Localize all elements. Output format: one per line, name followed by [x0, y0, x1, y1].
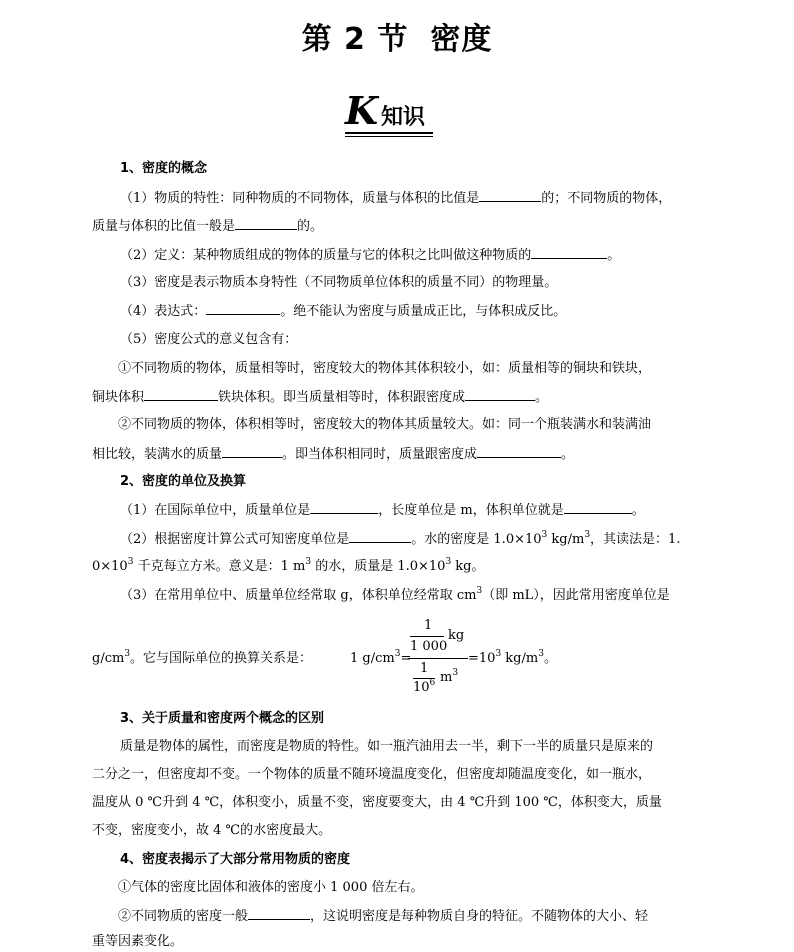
text: （2）定义：某种物质组成的物体的质量与它的体积之比叫做这种物质的: [120, 248, 532, 263]
s2-p5-line: [92, 650, 312, 668]
text: 的；不同物质的物体，: [541, 191, 672, 206]
fill-blank[interactable]: [477, 445, 561, 458]
exponent: 3: [445, 557, 452, 567]
s2-p2-line: [120, 530, 680, 549]
text: kg。: [451, 559, 485, 574]
fill-blank[interactable]: [206, 302, 280, 315]
s3-line-3: 温度从 0 ℃升到 4 ℃，体积变小，质量不变，密度要变大，由 4 ℃升到 100 ℃，体积变大，质量: [92, 795, 662, 810]
text: kg/m: [547, 532, 585, 547]
text: 铜块体积: [92, 390, 145, 405]
denominator-bottom: [413, 680, 435, 695]
text: g/cm: [92, 651, 125, 666]
fill-blank[interactable]: [349, 530, 411, 543]
badge-text: 知识: [381, 105, 426, 130]
exponent: 3: [476, 586, 483, 596]
text: （4）表达式：: [120, 304, 207, 319]
text: 。: [535, 390, 549, 405]
text: ，其读法是：1.: [590, 532, 681, 547]
text: ，长度单位是 m，体积单位就是: [378, 503, 564, 518]
s1-p7-line: ②不同物质的物体，体积相等时，密度较大的物体其质量较大。如：同一个瓶装满水和装满油: [118, 417, 652, 432]
text: =: [400, 651, 412, 666]
exponent: 3: [584, 530, 591, 540]
section-1-heading: 1、密度的概念: [120, 161, 208, 176]
fill-blank[interactable]: [248, 907, 310, 920]
s2-p1-line: [120, 501, 645, 520]
fill-blank[interactable]: [479, 189, 541, 202]
fill-blank[interactable]: [465, 388, 535, 401]
title-prefix: 第 2 节: [301, 22, 409, 57]
main-fraction-bar: [408, 658, 468, 659]
text: kg/m: [501, 651, 539, 666]
fill-blank[interactable]: [144, 388, 218, 401]
text: 10: [413, 680, 430, 695]
exponent: 3: [124, 649, 131, 659]
text: 的水，质量是 1.0×10: [311, 559, 446, 574]
s1-p6-line: ①不同物质的物体，质量相等时，密度较大的物体其体积较小，如：质量相等的铜块和铁块，: [118, 361, 652, 376]
text: 的。: [297, 219, 324, 234]
exponent: 3: [127, 557, 134, 567]
s1-p5-line: （5）密度公式的意义包含有：: [120, 332, 298, 347]
numerator-bottom: 1 000: [410, 639, 448, 654]
text: ②不同物质的密度一般: [118, 909, 249, 924]
text: （1）在国际单位中，质量单位是: [120, 503, 311, 518]
text: 。即当体积相同时，质量跟密度成: [282, 447, 478, 462]
badge-underline-thin: [345, 136, 433, 137]
text: ，这说明密度是每种物质自身的特征。不随物体的大小、轻: [310, 909, 649, 924]
text: 铁块体积。即当质量相等时，体积跟密度成: [218, 390, 466, 405]
formula-left: [350, 650, 411, 668]
text: 。绝不能认为密度与质量成正比，与体积成反比。: [280, 304, 567, 319]
s3-line-2: 二分之一，但密度却不变。一个物体的质量不随环境温度变化，但密度却随温度变化，如一瓶水，: [92, 767, 652, 782]
exponent: 3: [541, 530, 548, 540]
formula-right: [468, 650, 557, 668]
section-4-heading: 4、密度表揭示了大部分常用物质的密度: [120, 852, 351, 867]
exponent: 3: [538, 649, 544, 659]
text: （1）物质的特性：同种物质的不同物体，质量与体积的比值是: [120, 191, 480, 206]
badge-letter: K: [345, 88, 379, 133]
text: 相比较，装满水的质量: [92, 447, 223, 462]
s2-p4-line: [120, 587, 670, 605]
exponent: 3: [452, 668, 459, 678]
text: 。: [607, 248, 621, 263]
s2-p3-line: [92, 558, 485, 576]
fill-blank[interactable]: [222, 445, 282, 458]
section-2-heading: 2、密度的单位及换算: [120, 474, 247, 489]
text: 。它与国际单位的换算关系是：: [130, 651, 313, 666]
s1-p6-line2: [92, 388, 548, 407]
text: m: [440, 670, 453, 685]
text: 1 g/cm: [350, 651, 395, 666]
s1-p4-line: [120, 302, 566, 321]
numerator-unit: kg: [448, 628, 465, 643]
fill-blank[interactable]: [310, 501, 378, 514]
exponent: 6: [429, 678, 436, 688]
exponent: 3: [495, 649, 502, 659]
numerator-inner-bar: [410, 636, 444, 637]
text: 。水的密度是 1.0×10: [411, 532, 542, 547]
s1-p7-line2: [92, 445, 574, 464]
text: 0×10: [92, 559, 128, 574]
denominator-unit: [440, 670, 458, 685]
text: 质量与体积的比值一般是: [92, 219, 236, 234]
fill-blank[interactable]: [564, 501, 632, 514]
s4-p3-line: 重等因素变化。: [92, 934, 184, 949]
s1-p1-line: [120, 189, 671, 208]
text: 。: [631, 503, 645, 518]
section-3-heading: 3、关于质量和密度两个概念的区别: [120, 711, 325, 726]
page-title: [0, 14, 794, 58]
text: 。: [543, 651, 557, 666]
s4-p2-line: [118, 907, 648, 926]
text: （即 mL），因此常用密度单位是: [482, 588, 670, 603]
text: 千克每立方米。意义是：1 m: [133, 559, 306, 574]
exponent: 3: [394, 649, 401, 659]
s1-p2-line: [120, 246, 620, 265]
text: =10: [468, 651, 496, 666]
numerator-top: 1: [424, 618, 433, 633]
fill-blank[interactable]: [235, 217, 297, 230]
s4-p1-line: ①气体的密度比固体和液体的密度小 1 000 倍左右。: [118, 880, 424, 895]
denominator-top: 1: [420, 661, 429, 676]
s3-line-1: 质量是物体的属性，而密度是物质的特性。如一瓶汽油用去一半，剩下一半的质量只是原来的: [120, 739, 654, 754]
s1-p3-line: （3）密度是表示物质本身特性（不同物质单位体积的质量不同）的物理量。: [120, 275, 558, 290]
text: 。: [561, 447, 575, 462]
fill-blank[interactable]: [531, 246, 607, 259]
s1-p1-line2: [92, 217, 323, 236]
s3-line-4: 不变，密度变小，故 4 ℃的水密度最大。: [92, 823, 332, 838]
knowledge-section-badge: [345, 88, 433, 134]
text: （2）根据密度计算公式可知密度单位是: [120, 532, 350, 547]
exponent: 3: [305, 557, 312, 567]
text: （3）在常用单位中、质量单位经常取 g，体积单位经常取 cm: [120, 588, 477, 603]
badge-underline: [345, 132, 433, 134]
title-name: 密度: [430, 22, 493, 57]
